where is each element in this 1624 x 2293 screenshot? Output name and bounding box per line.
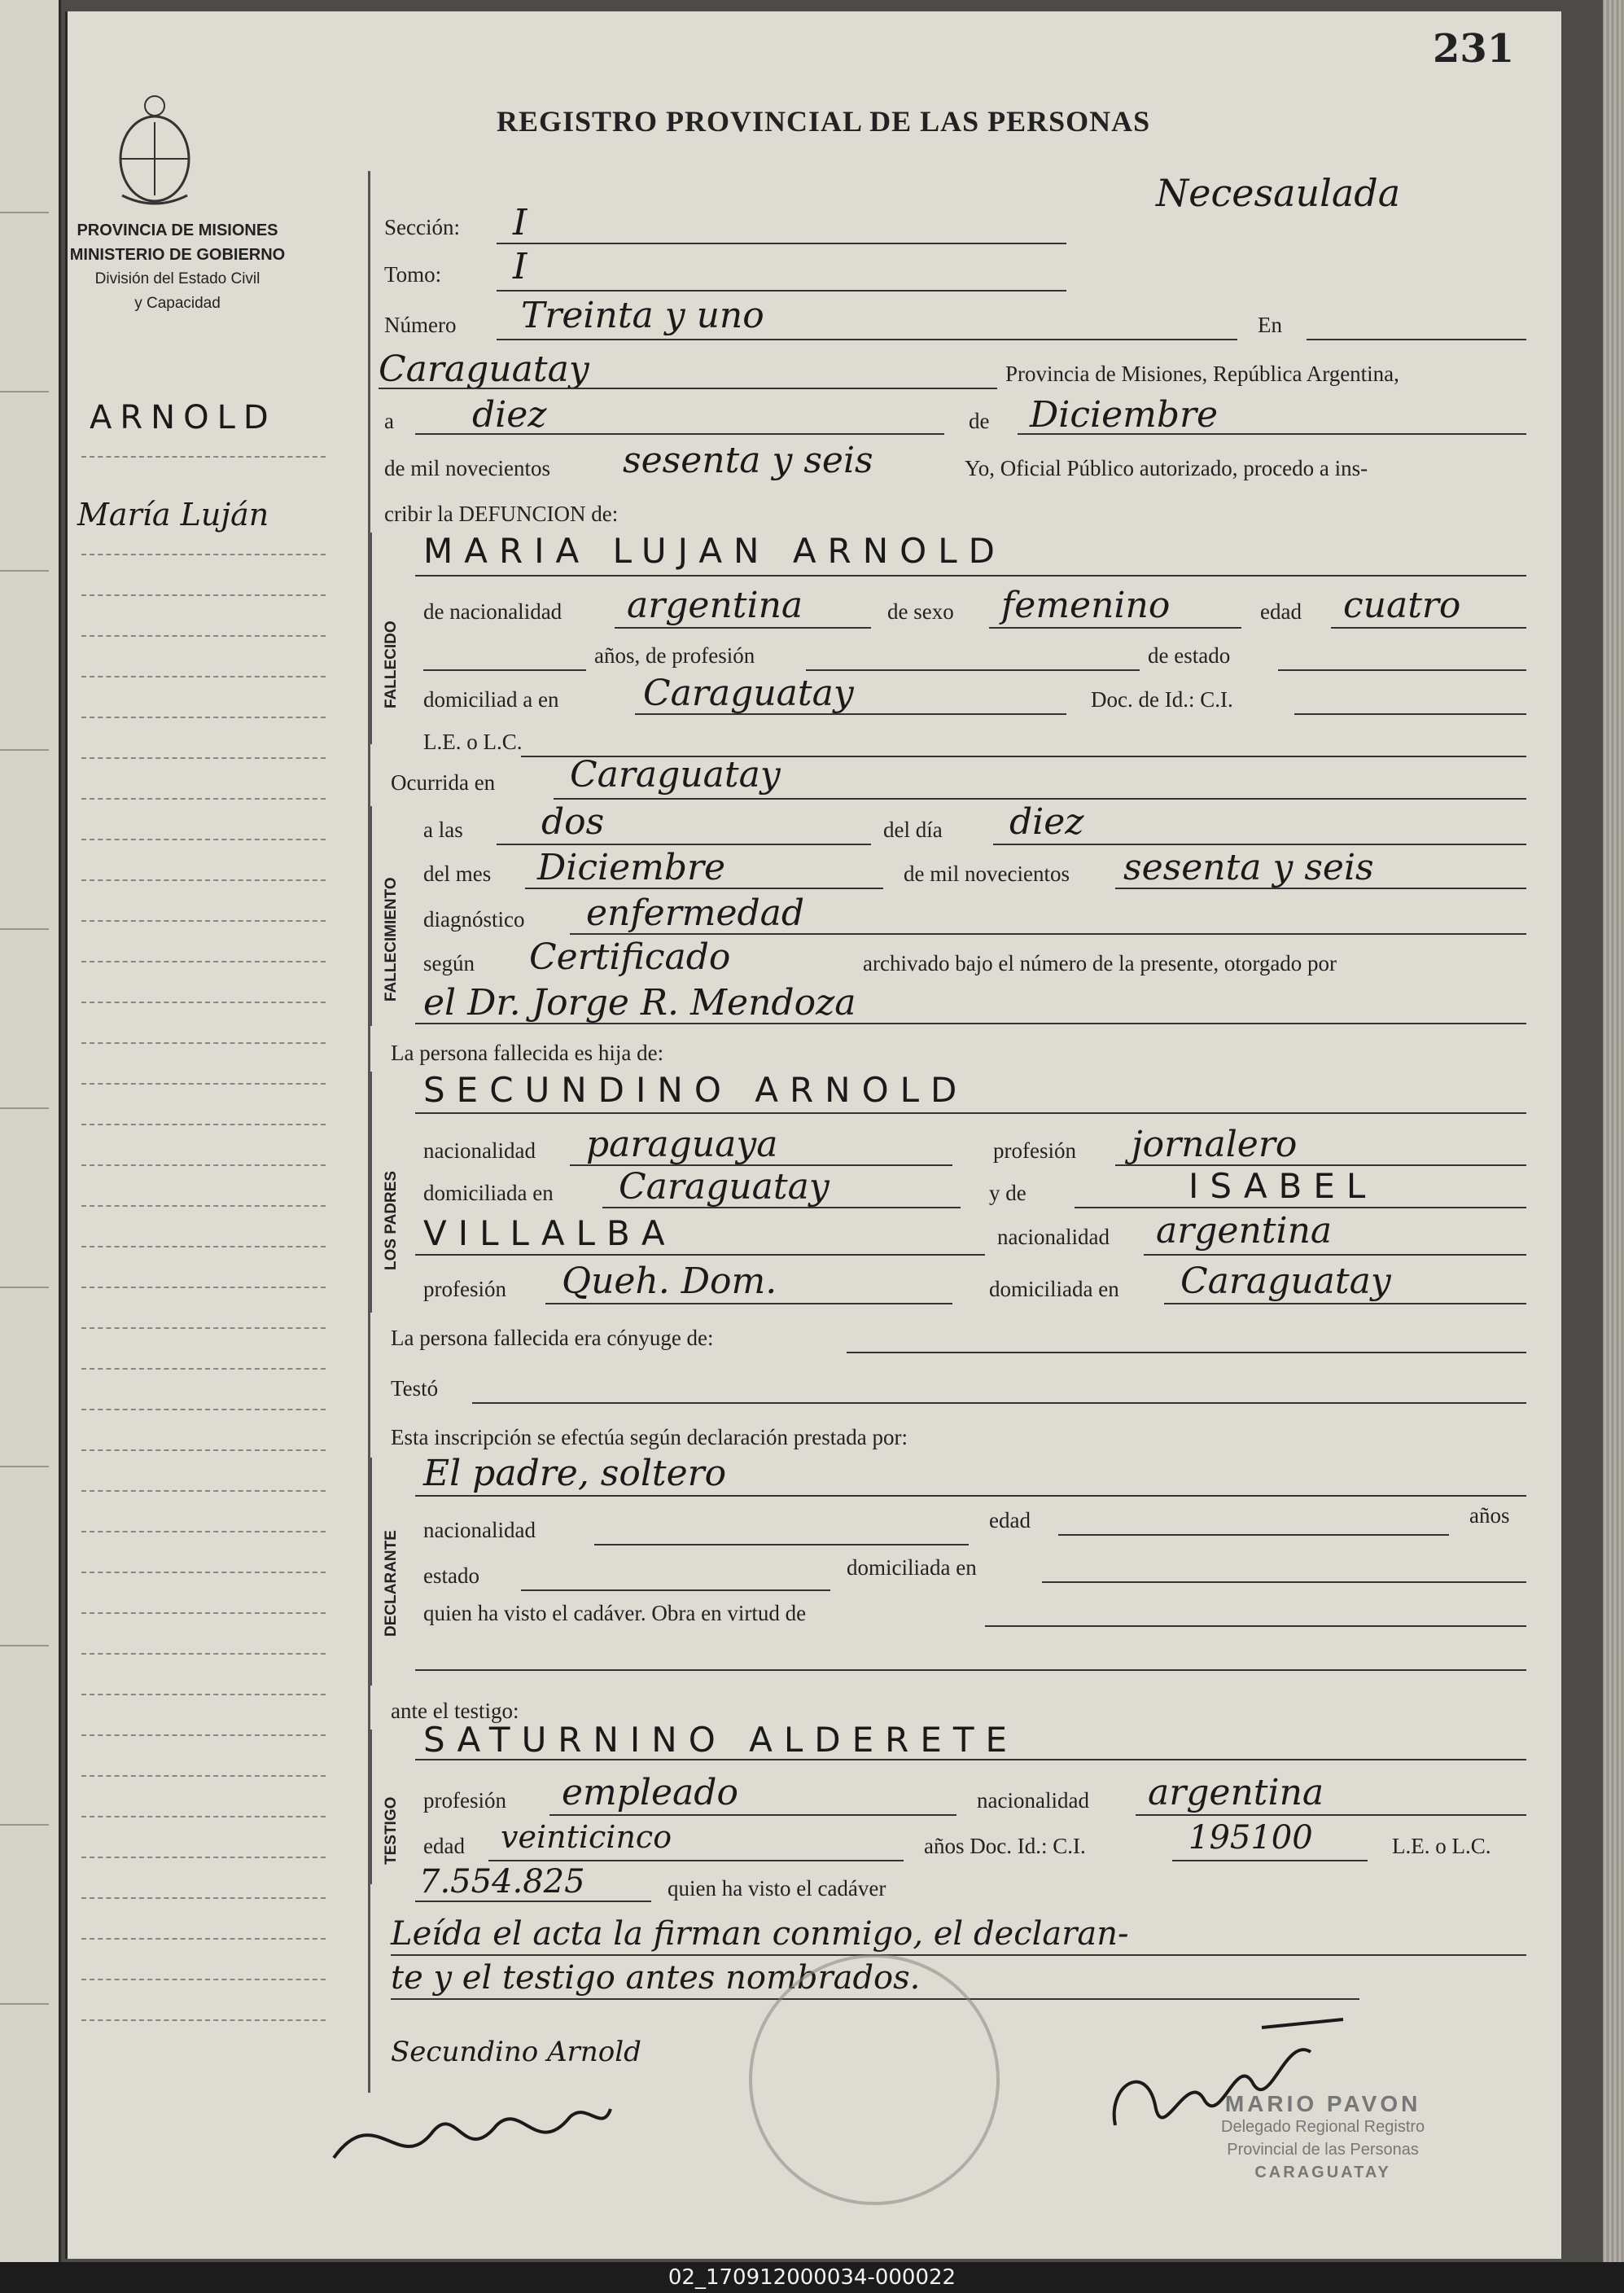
domicilio-value: Caraguatay [643,673,854,714]
hora-label: a las [423,818,463,842]
sexo-label: de sexo [887,599,954,624]
page-title: REGISTRO PROVINCIAL DE LAS PERSONAS [497,105,1151,138]
le-lc-label: L.E. o L.C. [423,730,523,754]
year-value: sesenta y seis [623,440,873,481]
witness-profesion-label: profesión [423,1788,506,1813]
witness-le-value: 7.554.825 [419,1863,585,1901]
witness-name: SATURNINO ALDERETE [423,1720,1019,1760]
cadaver-label: quien ha visto el cadáver. Obra en virtud de [423,1601,807,1625]
numero-value: Treinta y uno [521,295,764,336]
declarante-anos-label: años [1469,1503,1510,1528]
testo-label: Testó [391,1376,439,1401]
dia-label: del día [883,818,943,842]
section-fallecido: FALLECIDO [383,620,400,708]
book-spine [1603,0,1624,2280]
official-office: Provincial de las Personas [1227,2141,1419,2159]
witness-edad-label: edad [423,1834,465,1858]
tomo-label: Tomo: [384,262,442,287]
ocurrida-label: Ocurrida en [391,770,496,795]
mother-surname: VILLALBA [423,1213,676,1253]
image-caption: 02_170912000034-000022 [0,2262,1624,2293]
estado-label: de estado [1148,643,1231,668]
official-seal [749,1954,1000,2205]
official-title: Delegado Regional Registro [1221,2118,1425,2136]
seccion-value: I [513,202,527,243]
diagnostico-value: enfermedad [586,892,805,934]
witness-ci-value: 195100 [1188,1819,1313,1857]
padre-profesion-value: jornalero [1132,1124,1298,1165]
province-country-label: Provincia de Misiones, República Argentina, [1005,362,1399,386]
official-place: CARAGUATAY [1254,2164,1391,2181]
issuing-authority [63,218,291,316]
madre-nacionalidad-label: nacionalidad [997,1225,1110,1249]
archivado-text: archivado bajo el número de la presente, otorgado por [863,951,1337,976]
padre-domicilio-value: Caraguatay [619,1166,830,1208]
section-testigo: TESTIGO [383,1796,400,1865]
profesion-label: años, de profesión [594,643,755,668]
father-name: SECUNDINO ARNOLD [423,1070,969,1110]
declarante-nacionalidad-label: nacionalidad [423,1518,536,1542]
section-fallecimiento: FALLECIMIENTO [383,877,400,1002]
page-number: 231 [1433,26,1515,72]
padre-domicilio-label: domiciliada en [423,1181,554,1205]
domicilio-label: domiciliad a en [423,687,559,712]
official-name: MARIO PAVON [1224,2091,1421,2116]
conyuge-label: La persona fallecida era cónyuge de: [391,1326,714,1350]
mes-value: Diciembre [537,847,726,888]
closing-line-1: Leída el acta la firman conmigo, el declaran- [391,1915,1129,1953]
edad-value: cuatro [1343,585,1461,626]
en-label: En [1258,313,1282,337]
nacionalidad-label: de nacionalidad [423,599,562,624]
madre-profesion-label: profesión [423,1277,506,1301]
declarante-estado-label: estado [423,1563,479,1588]
madre-nacionalidad-value: argentina [1156,1210,1333,1252]
seccion-label: Sección: [384,215,460,239]
dia-value: diez [1009,801,1084,843]
declaracion-label: Esta inscripción se efectúa según declaración prestada por: [391,1425,908,1449]
numero-label: Número [384,313,457,337]
official-text: Yo, Oficial Público autorizado, procedo a ins- [965,456,1368,480]
province-label: PROVINCIA DE MISIONES [77,221,278,239]
coat-of-arms-icon [106,90,204,212]
section-bracket [370,1730,372,1884]
declarante-value: El padre, soltero [423,1453,727,1494]
sexo-value: femenino [1001,585,1171,626]
declarante-edad-label: edad [989,1508,1031,1532]
section-bracket [370,806,372,1026]
place-value: Caraguatay [379,349,589,390]
tomo-value: I [513,246,527,287]
medico-value: el Dr. Jorge R. Mendoza [423,982,856,1024]
anio-value: sesenta y seis [1123,847,1374,888]
month-value: Diciembre [1030,394,1219,436]
section-bracket [370,1458,372,1686]
segun-value: Certificado [529,936,731,978]
section-bracket [370,533,372,744]
hija-label: La persona fallecida es hija de: [391,1041,664,1065]
declarante-domicilio-label: domiciliada en [847,1555,977,1580]
mil-label: de mil novecientos [904,862,1070,886]
de-label: de [969,409,990,433]
witness-nacionalidad-label: nacionalidad [977,1788,1089,1813]
witness-le-label: L.E. o L.C. [1392,1834,1491,1858]
ministry-label: MINISTERIO DE GOBIERNO [69,246,286,264]
division-label: División del Estado Civil [94,270,260,287]
declarant-signature: Secundino Arnold [391,2036,641,2068]
year-prefix-label: de mil novecientos [384,456,550,480]
day-value: diez [472,394,547,436]
mother-first-name: ISABEL [1188,1166,1377,1206]
nacionalidad-value: argentina [627,585,803,626]
mes-label: del mes [423,862,492,886]
edad-label: edad [1260,599,1302,624]
y-de-label: y de [989,1181,1026,1205]
witness-cadaver-label: quien ha visto el cadáver [668,1876,886,1901]
section-padres: LOS PADRES [383,1170,400,1270]
madre-domicilio-value: Caraguatay [1180,1260,1391,1302]
division-label-2: y Capacidad [134,295,221,312]
previous-page-edge [0,0,61,2280]
ocurrida-value: Caraguatay [570,754,781,796]
testigo-intro-label: ante el testigo: [391,1699,519,1723]
inscribe-label: cribir la DEFUNCION de: [384,502,619,526]
annotation: Necesaulada [1156,171,1401,215]
margin-surname: ARNOLD [90,399,277,436]
closing-line-2: te y el testigo antes nombrados. [391,1959,921,1997]
madre-profesion-value: Queh. Dom. [562,1260,777,1302]
witness-signature [326,2085,619,2182]
witness-nacionalidad-value: argentina [1148,1772,1324,1813]
deceased-name: MARIA LUJAN ARNOLD [423,531,1006,571]
diagnostico-label: diagnóstico [423,907,525,932]
madre-domicilio-label: domiciliada en [989,1277,1119,1301]
padre-nacionalidad-label: nacionalidad [423,1138,536,1163]
witness-profesion-value: empleado [562,1772,738,1813]
doc-label: Doc. de Id.: C.I. [1091,687,1233,712]
hora-value: dos [541,801,605,843]
section-bracket [370,1072,372,1313]
padre-profesion-label: profesión [993,1138,1076,1163]
witness-doc-label: años Doc. Id.: C.I. [924,1834,1086,1858]
official-stamp [1221,2093,1425,2184]
witness-edad-value: veinticinco [501,1819,672,1855]
a-label: a [384,409,394,433]
section-declarante: DECLARANTE [383,1530,400,1637]
segun-label: según [423,951,475,976]
padre-nacionalidad-value: paraguaya [586,1124,778,1165]
margin-given-names: María Luján [77,497,269,533]
